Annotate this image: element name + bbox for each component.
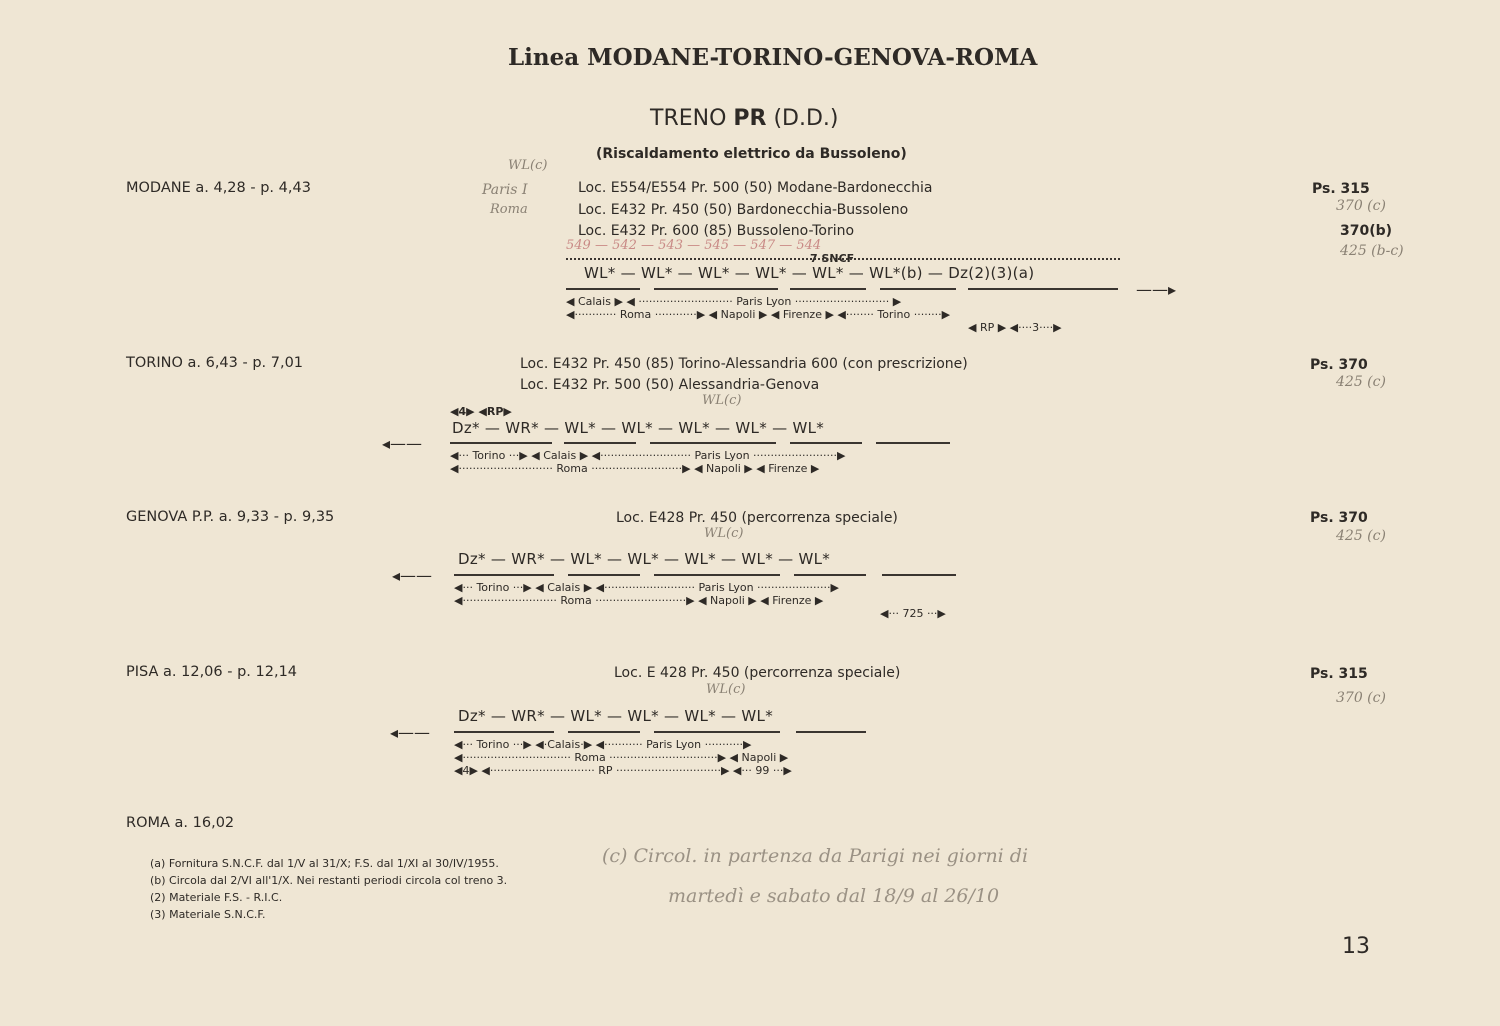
route-line-3-3: ◀··· 725 ···▶: [880, 607, 946, 620]
car-underline: [566, 288, 640, 290]
car-underline: [880, 288, 956, 290]
car-underline: [564, 442, 636, 444]
station-torino: TORINO a. 6,43 - p. 7,01: [126, 355, 304, 371]
station-genova: GENOVA P.P. a. 9,33 - p. 9,35: [126, 509, 335, 525]
car-underline: [568, 574, 640, 576]
wl-c-handwriting-3: WL(c): [704, 526, 744, 541]
ps-modane-b: 370(b): [1340, 223, 1393, 239]
loco-genova: Loc. E428 Pr. 450 (percorrenza speciale): [616, 510, 898, 526]
car-underline: [454, 574, 554, 576]
loco-line-1: Loc. E554/E554 Pr. 500 (50) Modane-Bardonecchia: [578, 180, 933, 196]
route-line-3-2: ◀··························· Roma ··························▶ ◀ Napoli ▶ ◀ Firenze ▶: [454, 594, 824, 607]
route-line-1-3: ◀ RP ▶ ◀····3····▶: [968, 321, 1062, 334]
car-underline: [882, 574, 956, 576]
car-formation-2: Dz* — WR* — WL* — WL* — WL* — WL* — WL*: [452, 419, 825, 437]
page-title: Linea MODANE-TORINO-GENOVA-ROMA: [508, 44, 1038, 71]
ps-hand-genova: 425 (c): [1336, 528, 1386, 544]
wl-c-handwriting-4: WL(c): [706, 682, 746, 697]
wl-c-handwriting-1: WL(c): [508, 158, 548, 173]
pre-marks-torino: ◀4▶ ◀RP▶: [450, 405, 512, 418]
car-underline: [794, 574, 866, 576]
car-underline: [454, 731, 554, 733]
route-line-1-1: ◀ Calais ▶ ◀ ··························· Paris Lyon ··························· ▶: [566, 295, 902, 308]
loco-pisa: Loc. E 428 Pr. 450 (percorrenza speciale): [614, 665, 901, 681]
ps-genova: Ps. 370: [1310, 510, 1368, 526]
footnote-b: (b) Circola dal 2/VI all'1/X. Nei restanti periodi circola col treno 3.: [150, 874, 508, 887]
loco-line-3: Loc. E432 Pr. 600 (85) Bussoleno-Torino: [578, 223, 855, 239]
sncf-note: 7 SNCF: [810, 252, 855, 265]
footnote-3: (3) Materiale S.N.C.F.: [150, 908, 266, 921]
handwritten-note-line-2: martedì e sabato dal 18/9 al 26/10: [668, 885, 1000, 907]
footnotes: [150, 855, 507, 923]
red-handwriting-numbers: 549 — 542 — 543 — 545 — 547 — 544: [566, 238, 822, 253]
car-underline: [790, 288, 866, 290]
car-underline: [790, 442, 862, 444]
car-underline: [654, 731, 780, 733]
route-line-4-1: ◀··· Torino ···▶ ◀·Calais·▶ ◀··········· Paris Lyon ···········▶: [454, 738, 752, 751]
car-formation-1: WL* — WL* — WL* — WL* — WL* — WL*(b) — Dz(2)(3)(a): [584, 264, 1035, 282]
car-underline: [568, 731, 640, 733]
footnote-a: (a) Fornitura S.N.C.F. dal 1/V al 31/X; F.S. dal 1/XI al 30/IV/1955.: [150, 857, 499, 870]
margin-handwriting-2: Roma: [490, 202, 528, 217]
car-underline: [650, 442, 776, 444]
car-formation-3: Dz* — WR* — WL* — WL* — WL* — WL* — WL*: [458, 550, 831, 568]
loco-line-2: Loc. E432 Pr. 450 (50) Bardonecchia-Bussoleno: [578, 202, 909, 218]
car-underline: [876, 442, 950, 444]
car-underline: [968, 288, 1118, 290]
train-heading: TRENO PR (D.D.): [650, 106, 839, 131]
ps-pisa: Ps. 315: [1310, 666, 1368, 682]
direction-arrow-left: ◂——: [382, 434, 423, 453]
page-number: 13: [1342, 934, 1370, 959]
station-roma: ROMA a. 16,02: [126, 815, 235, 831]
loco-torino-1: Loc. E432 Pr. 450 (85) Torino-Alessandria 600 (con prescrizione): [520, 356, 968, 372]
route-line-2-2: ◀··························· Roma ··························▶ ◀ Napoli ▶ ◀ Firenze ▶: [450, 462, 820, 475]
direction-arrow-left: ◂——: [390, 723, 431, 742]
car-underline: [654, 288, 778, 290]
route-line-4-2: ◀······························· Roma ·······························▶ ◀ Napoli ▶: [454, 751, 789, 764]
ps-hand-modane-2: 425 (b-c): [1340, 243, 1404, 259]
route-line-3-1: ◀··· Torino ···▶ ◀ Calais ▶ ◀·························· Paris Lyon ·····················▶: [454, 581, 839, 594]
car-underline: [796, 731, 866, 733]
ps-hand-modane-1: 370 (c): [1336, 198, 1386, 214]
route-line-4-3: ◀4▶ ◀······························ RP ······························▶ ◀··· 99 ···▶: [454, 764, 792, 777]
car-formation-4: Dz* — WR* — WL* — WL* — WL* — WL*: [458, 707, 774, 725]
direction-arrow-right: ——▸: [1136, 280, 1177, 299]
route-line-1-2: ◀············ Roma ············▶ ◀ Napoli ▶ ◀ Firenze ▶ ◀········ Torino ········▶: [566, 308, 951, 321]
ps-torino: Ps. 370: [1310, 357, 1368, 373]
ps-hand-torino: 425 (c): [1336, 374, 1386, 390]
ps-hand-pisa: 370 (c): [1336, 690, 1386, 706]
wl-c-handwriting-2: WL(c): [702, 393, 742, 408]
station-modane: MODANE a. 4,28 - p. 4,43: [126, 180, 311, 196]
station-pisa: PISA a. 12,06 - p. 12,14: [126, 664, 298, 680]
car-underline: [654, 574, 780, 576]
car-underline: [450, 442, 552, 444]
handwritten-note-line-1: (c) Circol. in partenza da Parigi nei giorni di: [602, 845, 1029, 867]
loco-torino-2: Loc. E432 Pr. 500 (50) Alessandria-Genova: [520, 377, 820, 393]
heating-note: (Riscaldamento elettrico da Bussoleno): [596, 146, 907, 162]
ps-modane: Ps. 315: [1312, 181, 1370, 197]
direction-arrow-left: ◂——: [392, 566, 433, 585]
route-line-2-1: ◀··· Torino ···▶ ◀ Calais ▶ ◀·························· Paris Lyon ························▶: [450, 449, 846, 462]
dotted-line-sncf: [566, 258, 1120, 260]
margin-handwriting-1: Paris I: [482, 182, 528, 198]
footnote-2: (2) Materiale F.S. - R.I.C.: [150, 891, 283, 904]
